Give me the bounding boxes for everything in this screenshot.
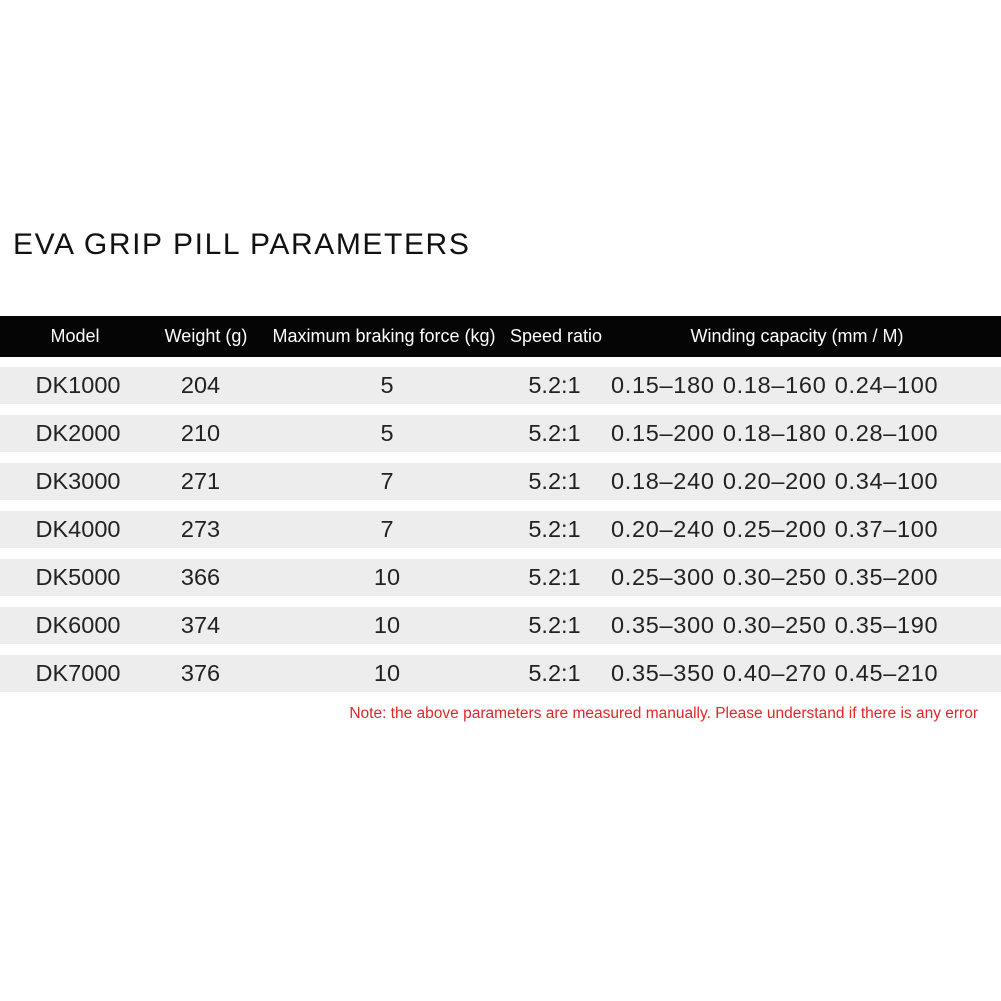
table-row xyxy=(0,367,1001,404)
cell-weight: 366 xyxy=(180,564,221,590)
cell-weight: 374 xyxy=(180,612,221,638)
cell-speed-ratio: 5.2:1 xyxy=(528,612,581,638)
header-winding-capacity: Winding capacity (mm / M) xyxy=(690,326,904,346)
cell-weight: 271 xyxy=(180,468,221,494)
header-model: Model xyxy=(50,326,100,346)
header-speed-ratio: Speed ratio xyxy=(509,326,603,346)
cell-winding-capacity: 0.35–350 0.40–270 0.45–210 xyxy=(611,660,939,686)
cell-braking-force: 7 xyxy=(380,516,394,542)
cell-speed-ratio: 5.2:1 xyxy=(528,468,581,494)
cell-model: DK2000 xyxy=(35,420,121,446)
cell-winding-capacity: 0.18–240 0.20–200 0.34–100 xyxy=(611,468,939,494)
cell-model: DK4000 xyxy=(35,516,121,542)
cell-braking-force: 5 xyxy=(380,420,394,446)
cell-weight: 273 xyxy=(180,516,221,542)
table-row xyxy=(0,559,1001,596)
cell-winding-capacity: 0.25–300 0.30–250 0.35–200 xyxy=(611,564,939,590)
cell-winding-capacity: 0.15–180 0.18–160 0.24–100 xyxy=(611,372,939,398)
table-row xyxy=(0,607,1001,644)
table-row xyxy=(0,511,1001,548)
cell-braking-force: 7 xyxy=(380,468,394,494)
cell-speed-ratio: 5.2:1 xyxy=(528,372,581,398)
cell-weight: 210 xyxy=(180,420,221,446)
cell-model: DK6000 xyxy=(35,612,121,638)
cell-weight: 376 xyxy=(180,660,221,686)
table-row xyxy=(0,655,1001,692)
cell-winding-capacity: 0.35–300 0.30–250 0.35–190 xyxy=(611,612,939,638)
cell-braking-force: 10 xyxy=(373,660,401,686)
measurement-note: Note: the above parameters are measured manually. Please understand if there is any error xyxy=(349,705,978,722)
table-row xyxy=(0,463,1001,500)
cell-braking-force: 10 xyxy=(373,564,401,590)
cell-model: DK5000 xyxy=(35,564,121,590)
cell-winding-capacity: 0.15–200 0.18–180 0.28–100 xyxy=(611,420,939,446)
cell-model: DK7000 xyxy=(35,660,121,686)
cell-model: DK1000 xyxy=(35,372,121,398)
cell-braking-force: 10 xyxy=(373,612,401,638)
header-weight: Weight (g) xyxy=(164,326,248,346)
cell-speed-ratio: 5.2:1 xyxy=(528,420,581,446)
table-header xyxy=(0,316,1001,357)
cell-weight: 204 xyxy=(180,372,221,398)
cell-braking-force: 5 xyxy=(380,372,394,398)
header-braking-force: Maximum braking force (kg) xyxy=(272,326,496,346)
cell-model: DK3000 xyxy=(35,468,121,494)
cell-speed-ratio: 5.2:1 xyxy=(528,564,581,590)
page-title: EVA GRIP PILL PARAMETERS xyxy=(13,228,471,261)
cell-speed-ratio: 5.2:1 xyxy=(528,660,581,686)
cell-speed-ratio: 5.2:1 xyxy=(528,516,581,542)
table-row xyxy=(0,415,1001,452)
cell-winding-capacity: 0.20–240 0.25–200 0.37–100 xyxy=(611,516,939,542)
